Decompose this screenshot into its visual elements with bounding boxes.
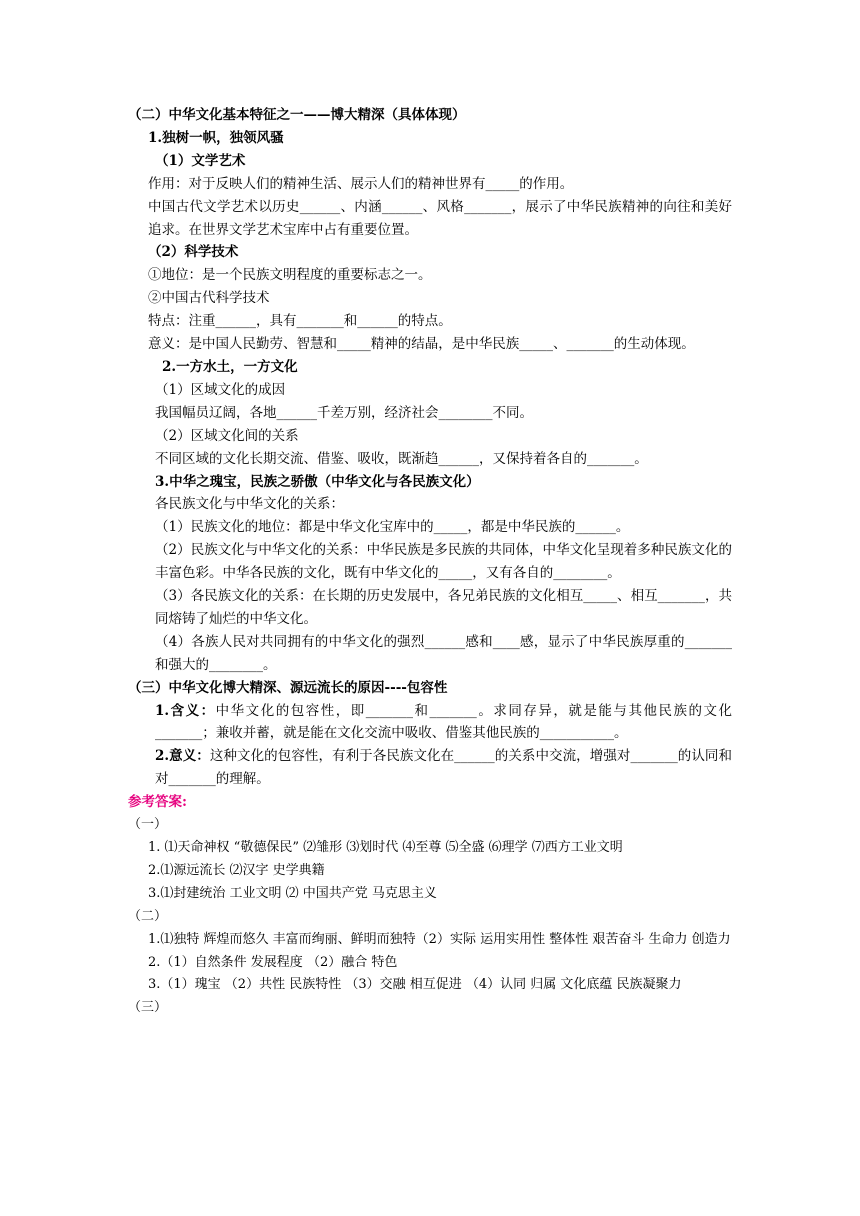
- text-line: （3）各民族文化的关系：在长期的历史发展中，各兄弟民族的文化相互_____、相互_______，共同熔铸了灿烂的中华文化。: [155, 588, 732, 627]
- section-heading: 1.独树一帜，独领风骚: [148, 129, 284, 146]
- line-text: 中华文化的包容性，即_______和_______。求同存异，就是能与其他民族的文化_______；兼收并蓄，就是能在文化交流中吸收、借鉴其他民族的___________。: [155, 702, 733, 742]
- text-line: 特点：注重______，具有_______和______的特点。: [148, 313, 452, 330]
- text-line: （2）区域文化间的关系: [155, 427, 299, 444]
- answer-line: （一）: [128, 817, 168, 833]
- answer-line: （二）: [128, 908, 168, 924]
- text-line: ①地位：是一个民族文明程度的重要标志之一。: [148, 267, 432, 284]
- section-heading: （三）中华文化博大精深、源远流长的原因----包容性: [128, 679, 448, 696]
- section-heading: （2）科学技术: [148, 244, 239, 261]
- answer-line: 2.（1）自然条件 发展程度 （2）融合 特色: [148, 954, 398, 970]
- section-heading: 参考答案:: [128, 794, 187, 811]
- answer-line: 1.⑴独特 辉煌而悠久 丰富而绚丽、鲜明而独特（2）实际 运用实用性 整体性 艰苦奋斗 生命力 创造力: [148, 931, 731, 947]
- text-line: （4）各族人民对共同拥有的中华文化的强烈______感和____感，显示了中华民族厚重的_______和强大的________。: [155, 633, 732, 673]
- answer-line: 1. ⑴天命神权 “敬德保民” ⑵雏形 ⑶划时代 ⑷至尊 ⑸全盛 ⑹理学 ⑺西方工业文明: [148, 840, 623, 855]
- section-heading: （二）中华文化基本特征之一——博大精深（具体体现）: [128, 107, 466, 123]
- section-heading: （1）文学艺术: [155, 152, 246, 169]
- text-line: ②中国古代科学技术: [148, 290, 270, 307]
- text-line: 作用：对于反映人们的精神生活、展示人们的精神世界有_____的作用。: [148, 175, 574, 192]
- label-prefix: 1.含义：: [155, 702, 216, 719]
- line-text: 这种文化的包容性，有利于各民族文化在______的关系中交流，增强对_______的认同和对_______的理解。: [155, 748, 733, 788]
- text-line: 意义：是中国人民勤劳、智慧和_____精神的结晶，是中华民族_____、_______的生动体现。: [148, 336, 695, 353]
- section-heading: 2.一方水土，一方文化: [162, 358, 298, 375]
- text-line: [128, 700, 732, 746]
- text-line: 各民族文化与中华文化的关系：: [155, 496, 344, 513]
- document-body: [128, 104, 732, 1020]
- text-line: （1）民族文化的地位：都是中华文化宝库中的_____，都是中华民族的______。: [155, 519, 630, 536]
- text-line: （1）区域文化的成因: [155, 381, 286, 398]
- text-line: 不同区域的文化长期交流、借鉴、吸收，既渐趋______，又保持着各自的_______。: [155, 450, 648, 467]
- text-line: （2）民族文化与中华文化的关系：中华民族是多民族的共同体，中华文化呈现着多种民族文化的丰富色彩。中华各民族的文化，既有中华文化的_____，又有各自的________。: [155, 542, 732, 582]
- label-prefix: 2.意义：: [155, 748, 210, 765]
- answer-line: 3.（1）瑰宝 （2）共性 民族特性 （3）交融 相互促进 （4）认同 归属 文化底蕴 民族凝聚力: [148, 977, 682, 993]
- answer-line: 3.⑴封建统治 工业文明 ⑵ 中国共产党 马克思主义: [148, 885, 437, 901]
- answer-line: （三）: [128, 1000, 168, 1016]
- text-line: 我国幅员辽阔，各地______千差万别，经济社会________不同。: [155, 404, 533, 421]
- text-line: [128, 745, 732, 791]
- answer-line: 2.⑴源远流长 ⑵汉字 史学典籍: [148, 862, 325, 878]
- section-heading: 3.中华之瑰宝，民族之骄傲（中华文化与各民族文化）: [155, 473, 480, 490]
- text-line: 中国古代文学艺术以历史______、内涵______、风格_______，展示了中华民族精神的向往和美好追求。在世界文学艺术宝库中占有重要位置。: [148, 198, 732, 238]
